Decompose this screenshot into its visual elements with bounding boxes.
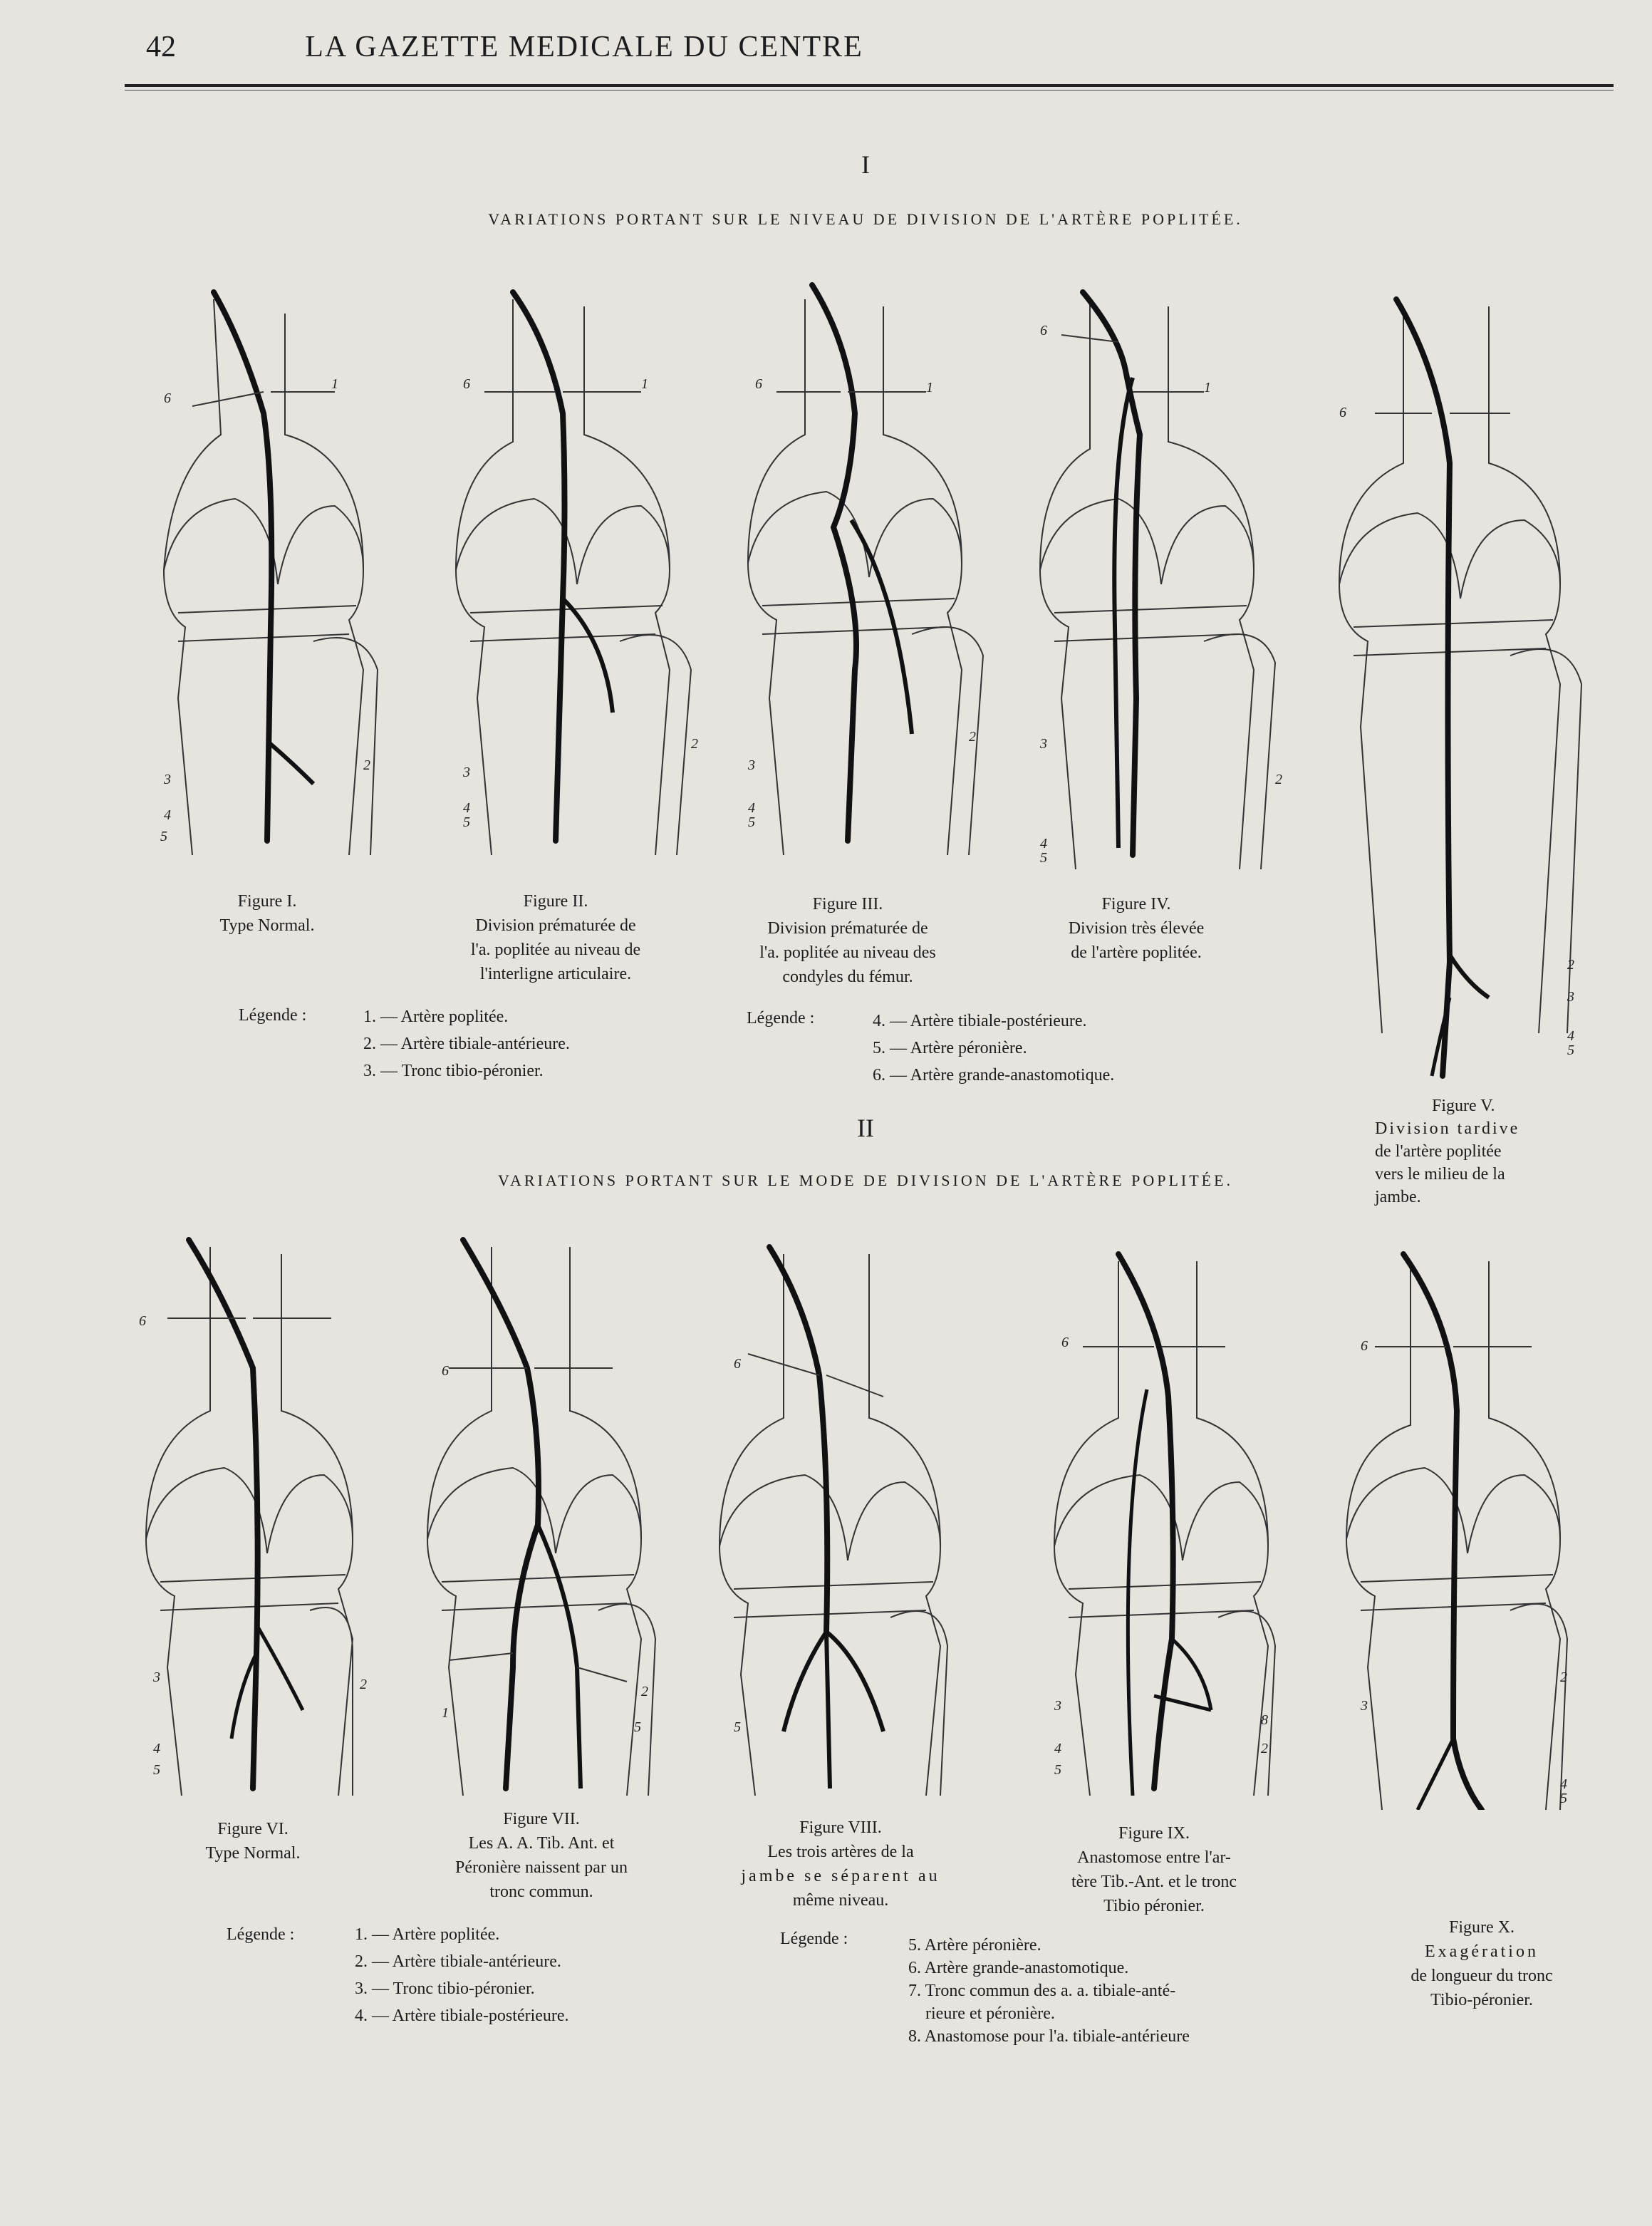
- page-number: 42: [146, 31, 176, 63]
- svg-text:4: 4: [463, 800, 470, 816]
- figure-2-desc-1: Division prématurée de: [475, 916, 636, 935]
- svg-text:4: 4: [1560, 1776, 1567, 1792]
- figure-9-desc-2: tère Tib.-Ant. et le tronc: [1071, 1873, 1237, 1891]
- svg-text:6: 6: [463, 376, 470, 392]
- figure-5-label: Figure V.: [1432, 1097, 1495, 1115]
- section1-number: I: [861, 150, 870, 179]
- svg-text:3: 3: [748, 757, 755, 773]
- figure-9-desc-3: Tibio péronier.: [1103, 1897, 1205, 1915]
- legend-item: 1. — Artère poplitée.: [355, 1925, 500, 1944]
- svg-text:6: 6: [734, 1356, 741, 1372]
- figure-5-desc-4: jambe.: [1375, 1188, 1421, 1206]
- figure-3-desc-1: Division prématurée de: [767, 919, 928, 938]
- svg-text:2: 2: [1560, 1670, 1567, 1685]
- figure-4-desc-1: Division très élevée: [1068, 919, 1205, 938]
- figure-8-desc-3: même niveau.: [792, 1891, 889, 1910]
- figure-4-caption: [1026, 892, 1247, 965]
- svg-text:3: 3: [1567, 989, 1574, 1005]
- legend-item: 6. — Artère grande-anastomotique.: [873, 1066, 1115, 1084]
- section2-title: VARIATIONS PORTANT SUR LE MODE DE DIVISION DE L'ARTÈRE POPLITÉE.: [497, 1171, 1234, 1189]
- svg-text:1: 1: [1204, 380, 1211, 395]
- figure-7-label: Figure VII.: [503, 1810, 580, 1828]
- figure-2-desc-3: l'interligne articulaire.: [479, 965, 632, 983]
- figure-9-label: Figure IX.: [1118, 1824, 1190, 1843]
- figure-7-desc-2: Péronière naissent par un: [455, 1858, 628, 1877]
- figure-1-label: Figure I.: [237, 892, 297, 911]
- svg-text:6: 6: [164, 390, 171, 406]
- journal-title: LA GAZETTE MEDICALE DU CENTRE: [305, 31, 863, 63]
- figure-4-desc-2: de l'artère poplitée.: [1071, 943, 1202, 962]
- svg-text:4: 4: [1054, 1741, 1061, 1756]
- svg-text:2: 2: [363, 757, 370, 773]
- figure-5-desc-1: Division tardive: [1375, 1119, 1520, 1138]
- svg-text:2: 2: [641, 1684, 648, 1699]
- svg-text:3: 3: [1040, 736, 1047, 752]
- svg-text:6: 6: [442, 1363, 449, 1379]
- svg-text:5: 5: [160, 829, 167, 844]
- svg-text:5: 5: [734, 1719, 741, 1735]
- figure-10-label: Figure X.: [1449, 1918, 1515, 1937]
- figure-5-caption: [1375, 1094, 1589, 1208]
- legend-1-left: [363, 1003, 570, 1084]
- figure-3-drawing: [734, 271, 990, 855]
- svg-text:1: 1: [331, 376, 338, 392]
- svg-text:4: 4: [153, 1741, 160, 1756]
- svg-text:5: 5: [1040, 850, 1047, 866]
- figure-9-drawing: [1040, 1240, 1282, 1796]
- svg-text:6: 6: [755, 376, 762, 392]
- svg-text:4: 4: [164, 807, 171, 823]
- svg-text:6: 6: [1061, 1335, 1069, 1350]
- figure-7-desc-3: tronc commun.: [489, 1883, 593, 1901]
- svg-text:4: 4: [1567, 1028, 1574, 1044]
- svg-text:3: 3: [164, 772, 171, 787]
- svg-text:5: 5: [1054, 1762, 1061, 1778]
- svg-text:5: 5: [748, 814, 755, 830]
- figure-7-desc-1: Les A. A. Tib. Ant. et: [468, 1834, 615, 1853]
- svg-text:6: 6: [1339, 405, 1346, 420]
- header-rule: [125, 84, 1614, 87]
- section2-number: II: [857, 1114, 874, 1142]
- figure-8-desc-1: Les trois artères de la: [767, 1843, 914, 1861]
- svg-text:1: 1: [926, 380, 933, 395]
- svg-text:4: 4: [1040, 836, 1047, 851]
- figure-8-label: Figure VIII.: [799, 1818, 882, 1837]
- legend-item: 5. — Artère péronière.: [873, 1039, 1027, 1057]
- figure-1-desc: Type Normal.: [219, 916, 315, 935]
- figure-4-drawing: [1026, 271, 1282, 869]
- legend-item: 2. — Artère tibiale-antérieure.: [363, 1035, 570, 1053]
- legend-item: 4. — Artère tibiale-postérieure.: [873, 1012, 1087, 1030]
- legend-3-label: Légende :: [227, 1925, 295, 1944]
- svg-text:2: 2: [969, 729, 976, 745]
- legend-item: 8. Anastomose pour l'a. tibiale-antérieure: [908, 2027, 1190, 2046]
- figure-8-drawing: [712, 1233, 955, 1796]
- figure-6-label: Figure VI.: [217, 1820, 289, 1838]
- figure-3-caption: [719, 892, 976, 989]
- figure-9-caption: [1026, 1821, 1282, 1918]
- legend-item: rieure et péronière.: [925, 2004, 1055, 2023]
- svg-text:2: 2: [691, 736, 698, 752]
- svg-text:8: 8: [1261, 1712, 1268, 1728]
- legend-item: 1. — Artère poplitée.: [363, 1008, 509, 1026]
- svg-text:1: 1: [442, 1705, 449, 1721]
- svg-text:3: 3: [1054, 1698, 1061, 1714]
- figure-5-desc-2: de l'artère poplitée: [1375, 1142, 1502, 1161]
- figure-5-drawing: [1325, 285, 1589, 1090]
- svg-text:2: 2: [1275, 772, 1282, 787]
- svg-text:6: 6: [1361, 1338, 1368, 1354]
- figure-7-drawing: [420, 1226, 663, 1796]
- svg-text:4: 4: [748, 800, 755, 816]
- figure-10-desc-2: de longueur du tronc: [1411, 1967, 1553, 1985]
- figure-6-desc: Type Normal.: [205, 1844, 301, 1863]
- svg-text:5: 5: [1567, 1042, 1574, 1058]
- figure-10-drawing: [1339, 1240, 1581, 1810]
- section1-title: VARIATIONS PORTANT SUR LE NIVEAU DE DIVISION DE L'ARTÈRE POPLITÉE.: [488, 210, 1243, 228]
- legend-2-left: [355, 1921, 569, 2029]
- figure-2-desc-2: l'a. poplitée au niveau de: [470, 941, 641, 959]
- svg-text:5: 5: [153, 1762, 160, 1778]
- legend-item: 4. — Artère tibiale-postérieure.: [355, 2007, 569, 2025]
- svg-text:1: 1: [641, 376, 648, 392]
- legend-item: 7. Tronc commun des a. a. tibiale-anté-: [908, 1982, 1176, 2000]
- svg-text:3: 3: [153, 1670, 160, 1685]
- figure-2-caption: [427, 889, 684, 986]
- svg-text:2: 2: [360, 1677, 367, 1692]
- svg-text:5: 5: [634, 1719, 641, 1735]
- legend-item: 2. — Artère tibiale-antérieure.: [355, 1952, 561, 1971]
- legend-item: 6. Artère grande-anastomotique.: [908, 1959, 1129, 1977]
- svg-text:2: 2: [1567, 957, 1574, 973]
- figure-3-label: Figure III.: [812, 895, 883, 913]
- figure-7-caption: [420, 1807, 663, 1904]
- legend-item: 3. — Tronc tibio-péronier.: [363, 1062, 544, 1080]
- figure-4-label: Figure IV.: [1101, 895, 1171, 913]
- svg-text:3: 3: [1361, 1698, 1368, 1714]
- figure-3-desc-3: condyles du fémur.: [782, 968, 913, 986]
- legend-item: 3. — Tronc tibio-péronier.: [355, 1979, 535, 1998]
- figure-8-desc-2: jambe se séparent au: [741, 1867, 940, 1885]
- figure-8-caption: [712, 1816, 969, 1912]
- svg-text:5: 5: [463, 814, 470, 830]
- figure-6-drawing: [139, 1226, 367, 1796]
- figure-2-drawing: [442, 257, 698, 855]
- figure-10-caption: [1368, 1915, 1596, 2012]
- svg-text:2: 2: [1261, 1741, 1268, 1756]
- figure-10-desc-1: Exagération: [1425, 1942, 1539, 1961]
- svg-text:3: 3: [463, 765, 470, 780]
- figure-5-desc-3: vers le milieu de la: [1375, 1165, 1505, 1184]
- legend-2-right: [908, 1934, 1190, 2048]
- figure-2-label: Figure II.: [523, 892, 588, 911]
- legend-2-label: Légende :: [747, 1009, 815, 1027]
- figure-9-desc-1: Anastomose entre l'ar-: [1077, 1848, 1231, 1867]
- figure-6-caption: [164, 1817, 342, 1865]
- figure-1-drawing: [150, 271, 385, 855]
- svg-text:6: 6: [139, 1313, 146, 1329]
- legend-4-label: Légende :: [780, 1930, 848, 1948]
- svg-text:5: 5: [1560, 1791, 1567, 1806]
- figure-10-desc-3: Tibio-péronier.: [1430, 1991, 1533, 2009]
- figure-1-caption: [178, 889, 356, 938]
- legend-item: 5. Artère péronière.: [908, 1936, 1041, 1955]
- legend-1-right: [873, 1008, 1114, 1089]
- figure-3-desc-2: l'a. poplitée au niveau des: [759, 943, 936, 962]
- legend-1-label: Légende :: [239, 1006, 307, 1025]
- svg-text:6: 6: [1040, 323, 1047, 338]
